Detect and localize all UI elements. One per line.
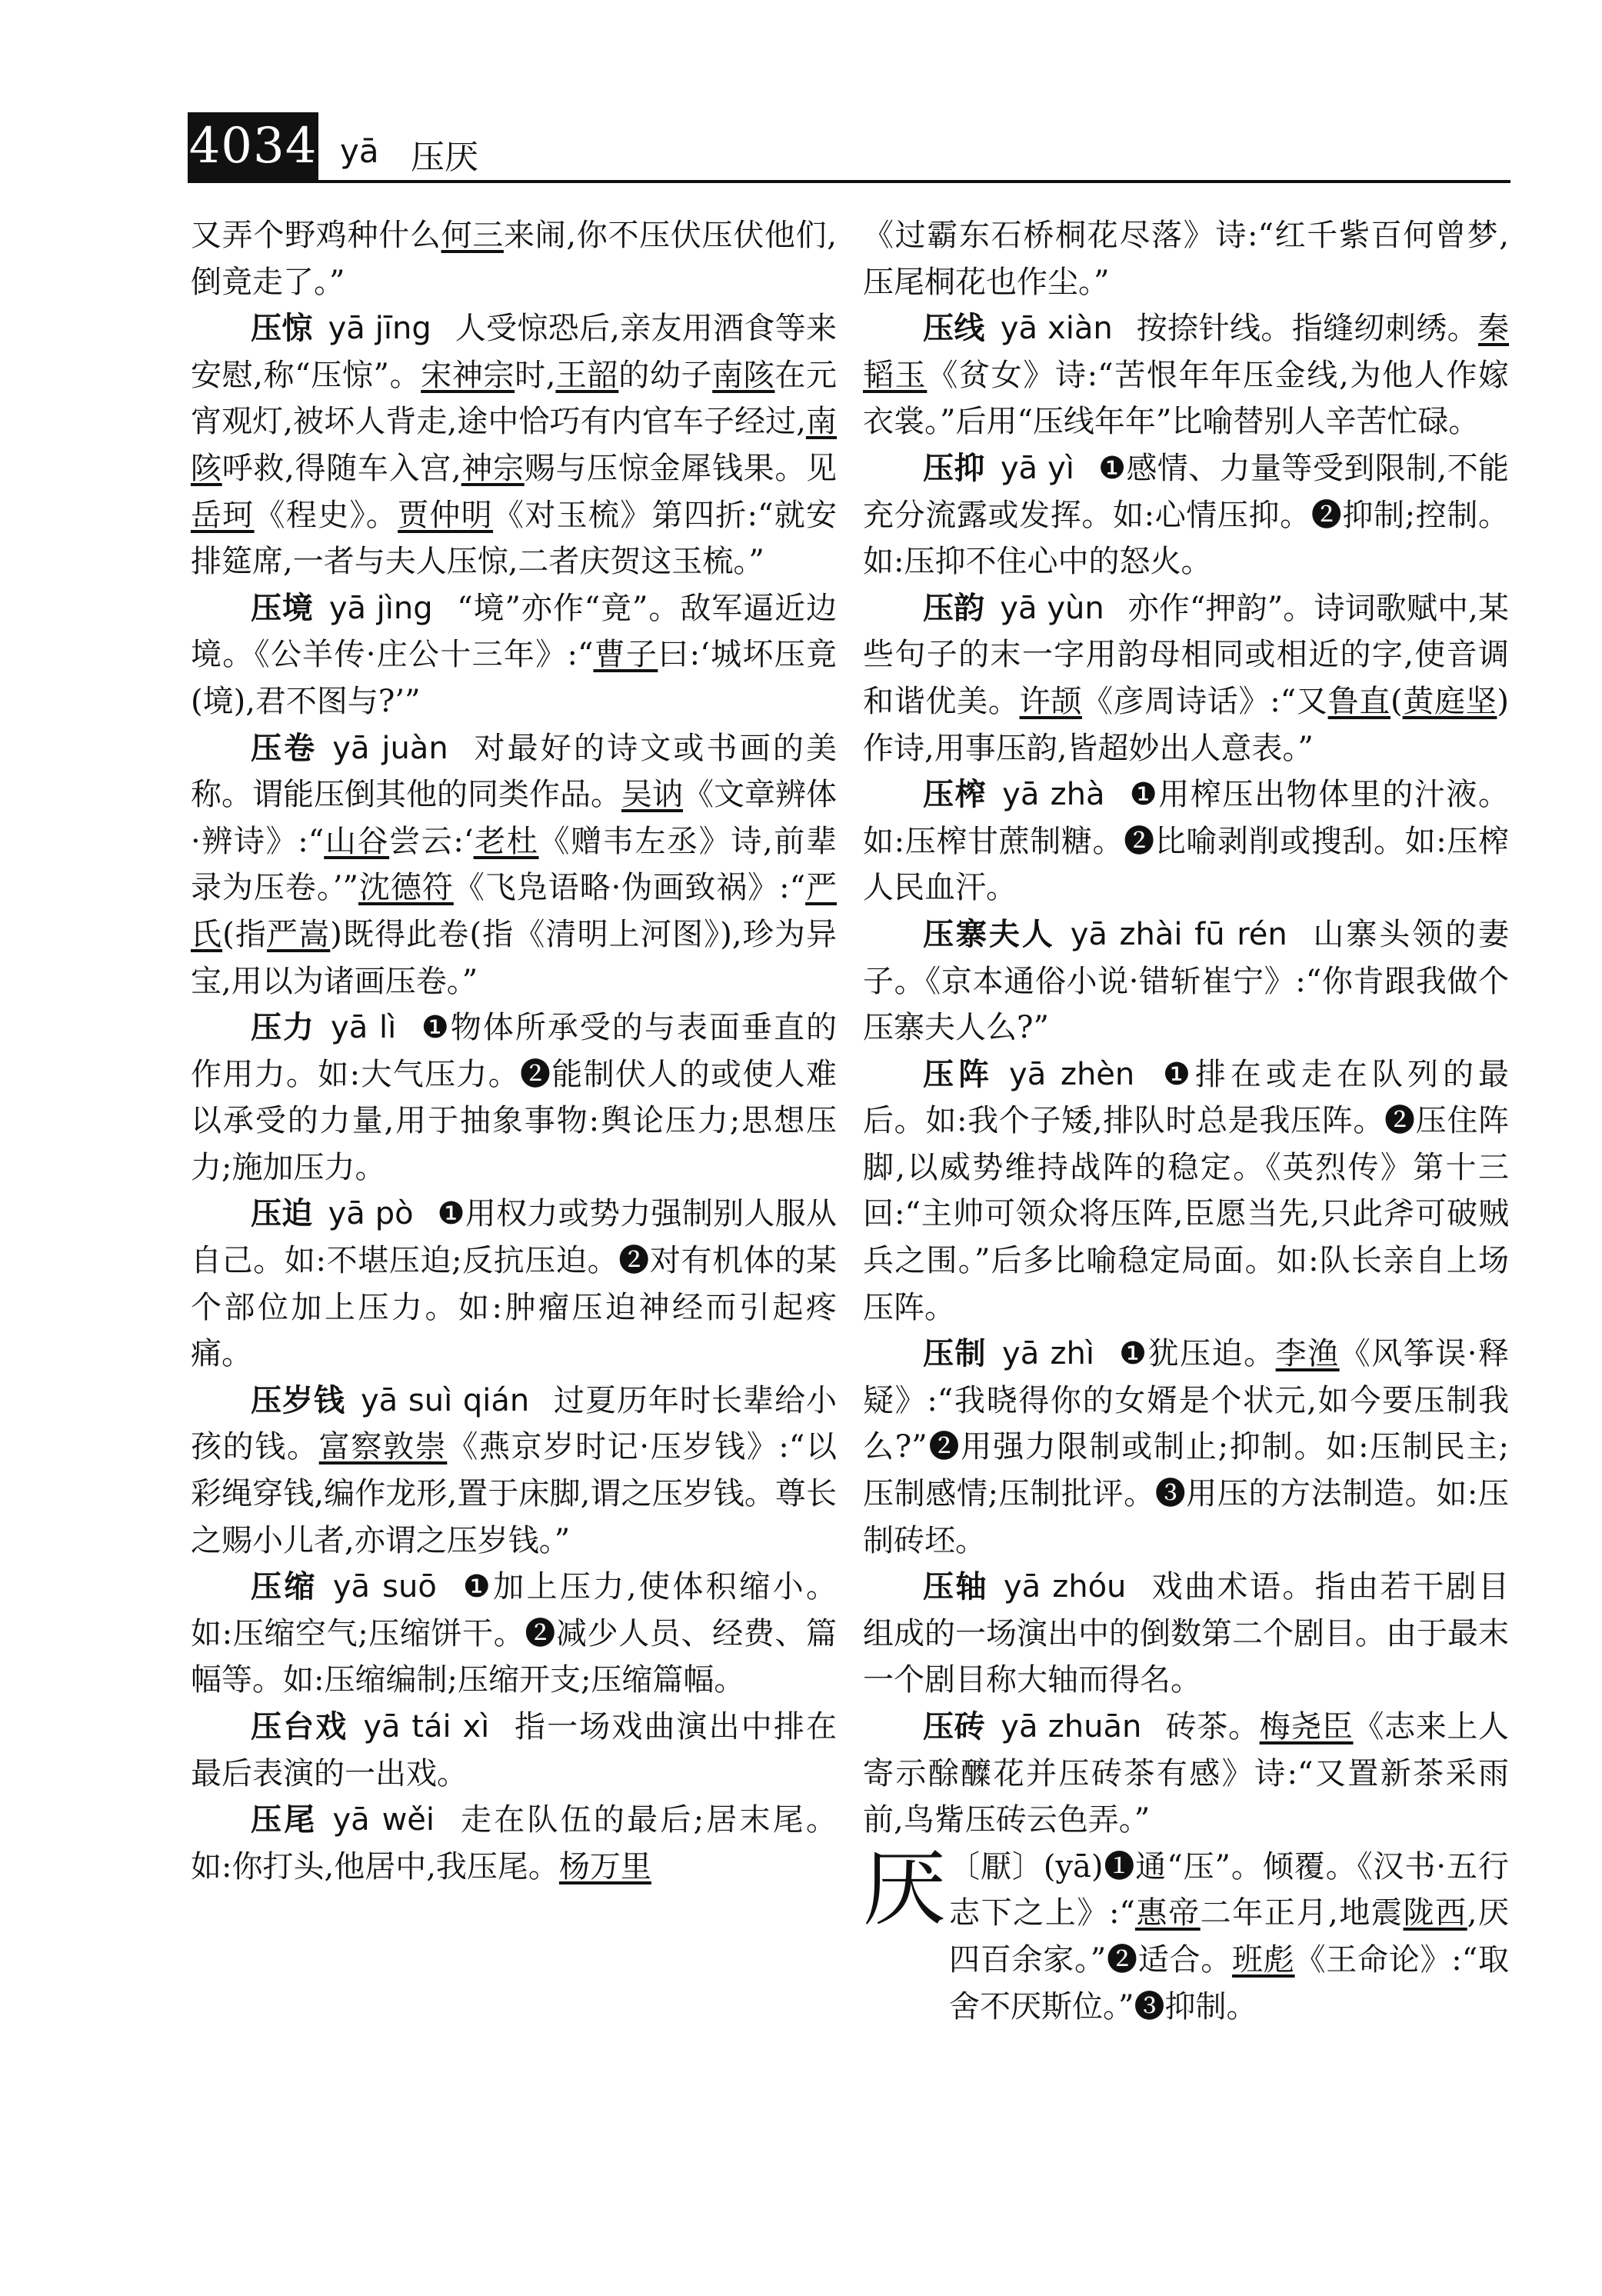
entry-yataixi: 压台戏 yā tái xì 指一场戏曲演出中排在最后表演的一出戏。 [191, 1709, 837, 1791]
pinyin: yā lì [331, 1010, 397, 1046]
pinyin: yā zhóu [1003, 1569, 1127, 1605]
pinyin: yā jīng [328, 311, 431, 347]
entry-yayun: 压韵 yā yùn 亦作“押韵”。诗词歌赋中,某些句子的末一字用韵母相同或相近的字,使音调和谐优美。许颉《彦周诗话》:“又鲁直(黄庭坚)作诗,用事压韵,皆超妙出人意表。” [863, 590, 1510, 766]
left-column [191, 212, 837, 1890]
right-column [863, 212, 1509, 2030]
headword: 压惊 [251, 311, 313, 347]
continuation-paragraph: 又弄个野鸡种什么何三来闹,你不压伏压伏他们,倒竟走了。” [191, 218, 838, 300]
pinyin: yā xiàn [1000, 311, 1113, 347]
pinyin: yā suì qián [361, 1382, 530, 1418]
headword: 压尾 [251, 1802, 318, 1838]
char-entry-yan: 厌 〔厭〕(yā)❶通“压”。倾覆。《汉书·五行志下之上》:“惠帝二年正月,地震陇西,厌四百余家。”❷适合。班彪《王命论》:“取舍不厌斯位。”❸抑制。 [863, 1841, 1510, 2024]
headword: 压线 [923, 311, 985, 347]
headword: 压力 [251, 1010, 316, 1046]
pinyin: yā zhà [1002, 777, 1105, 813]
entry-yazhou: 压轴 yā zhóu 戏曲术语。指由若干剧目组成的一场演出中的倒数第二个剧目。由于最末一个剧目称大轴而得名。 [863, 1569, 1509, 1698]
headword: 压缩 [251, 1569, 318, 1605]
entry-yali: 压力 yā lì ❶物体所承受的与表面垂直的作用力。如:大气压力。❷能制伏人的或使人难以承受的力量,用于抽象事物:舆论压力;思想压力;施加压力。 [191, 1010, 838, 1185]
entry-yajing: 压惊 yā jīng 人受惊恐后,亲友用酒食等来安慰,称“压惊”。宋神宗时,王韶的幼子南陔在元宵观灯,被坏人背走,途中恰巧有内官车子经过,南陔呼救,得随车入宫,神宗赐与压惊金犀钱果。见岳珂《程史》。贾仲明《对玉梳》第四折:“就安排筵席,一者与夫人压惊,二者庆贺这玉梳。” [191, 311, 838, 580]
entry-yazhaifuren: 压寨夫人 yā zhài fū rén 山寨头领的妻子。《京本通俗小说·错斩崔宁》:“你肯跟我做个压寨夫人么?” [863, 916, 1510, 1046]
entry-yazha: 压榨 yā zhà ❶用榨压出物体里的汁液。如:压榨甘蔗制糖。❷比喻剥削或搜刮。如:压榨人民血汗。 [863, 777, 1509, 906]
headword: 压寨夫人 [923, 916, 1055, 952]
pinyin: yā pò [328, 1196, 414, 1232]
page-header [188, 112, 1510, 182]
headword: 压抑 [923, 450, 985, 486]
entry-yasuo: 压缩 yā suō ❶加上压力,使体积缩小。如:压缩空气;压缩饼干。❷减少人员、经费、篇幅等。如:压缩编制;压缩开支;压缩篇幅。 [191, 1569, 838, 1698]
pinyin: yā zhuān [1001, 1709, 1142, 1744]
headword: 压轴 [923, 1569, 988, 1605]
pinyin: yā jìng [328, 590, 433, 626]
header-title: 压厌 [411, 138, 478, 177]
headword: 压韵 [923, 590, 985, 626]
entry-yazhen: 压阵 yā zhèn ❶排在或走在队列的最后。如:我个子矮,排队时总是我压阵。❷压住阵脚,以威势维持战阵的稳定。《英烈传》第十三回:“主帅可领众将压阵,臣愿当先,只此斧可破贼兵之围。”后多比喻稳定局面。如:队长亲自上场压阵。 [863, 1056, 1509, 1325]
headword: 压台戏 [251, 1709, 348, 1744]
entry-yazhuan: 压砖 yā zhuān 砖茶。梅尧臣《志来上人寄示酴醾花并压砖茶有感》诗:“又置新茶采雨前,鸟觜压砖云色弄。” [863, 1709, 1510, 1838]
pinyin: yā yùn [1000, 590, 1104, 626]
pinyin: yā wěi [332, 1802, 435, 1838]
head-character: 厌 [863, 1841, 947, 1938]
headword: 压制 [923, 1336, 988, 1372]
pinyin: yā yì [1000, 450, 1074, 486]
entry-yazhi: 压制 yā zhì ❶犹压迫。李渔《风筝误·释疑》:“我晓得你的女婿是个状元,如今要压制我么?”❷用强力限制或制止;抑制。如:压制民主;压制感情;压制批评。❸用压的方法制造。如:压制砖坯。 [863, 1336, 1510, 1558]
headword: 压阵 [923, 1056, 994, 1092]
entry-yajing-border: 压境 yā jìng “境”亦作“竟”。敌军逼近边境。《公羊传·庄公十三年》:“曹子曰:‘城坏压竟(境),君不图与?’” [191, 590, 838, 719]
headword: 压砖 [923, 1709, 986, 1744]
entry-yapo: 压迫 yā pò ❶用权力或势力强制别人服从自己。如:不堪压迫;反抗压迫。❷对有机体的某个部位加上压力。如:肿瘤压迫神经而引起疼痛。 [191, 1196, 838, 1372]
entry-yawei: 压尾 yā wěi 走在队伍的最后;居末尾。如:你打头,他居中,我压尾。杨万里 [191, 1802, 838, 1884]
headword: 压迫 [251, 1196, 313, 1232]
pinyin: yā tái xì [363, 1709, 490, 1744]
continuation-paragraph: 《过霸东石桥桐花尽落》诗:“红千紫百何曾梦,压尾桐花也作尘。” [863, 218, 1509, 300]
pinyin: yā zhài fū rén [1070, 916, 1287, 952]
entry-yaxian: 压线 yā xiàn 按捺针线。指缝纫刺绣。秦韬玉《贫女》诗:“苦恨年年压金线,为他人作嫁衣裳。”后用“压线年年”比喻替别人辛苦忙碌。 [863, 311, 1510, 440]
pinyin: yā zhì [1002, 1336, 1094, 1372]
headword: 压卷 [251, 730, 318, 766]
headword: 压境 [251, 590, 314, 626]
pinyin: yā juàn [332, 730, 448, 766]
pinyin: yā suō [332, 1569, 437, 1605]
pinyin: yā zhèn [1009, 1056, 1135, 1092]
entry-yayi: 压抑 yā yì ❶感情、力量等受到限制,不能充分流露或发挥。如:心情压抑。❷抑制;控制。如:压抑不住心中的怒火。 [863, 450, 1510, 580]
header-pinyin: yā [340, 132, 379, 170]
headword: 压岁钱 [251, 1382, 345, 1418]
entry-yajuan: 压卷 yā juàn 对最好的诗文或书画的美称。谓能压倒其他的同类作品。吴讷《文章辨体·辨诗》:“山谷尝云:‘老杜《赠韦左丞》诗,前辈录为压卷。’”沈德符《飞凫语略·伪画致祸》:“严氏(指严嵩)既得此卷(指《清明上河图》),珍为异宝,用以为诸画压卷。” [191, 730, 838, 999]
header-rule [188, 180, 1510, 183]
entry-yasuiqian: 压岁钱 yā suì qián 过夏历年时长辈给小孩的钱。富察敦崇《燕京岁时记·压岁钱》:“以彩绳穿钱,编作龙形,置于床脚,谓之压岁钱。尊长之赐小儿者,亦谓之压岁钱。” [191, 1382, 838, 1558]
headword: 压榨 [923, 777, 988, 813]
page-number: 4034 [188, 112, 318, 180]
